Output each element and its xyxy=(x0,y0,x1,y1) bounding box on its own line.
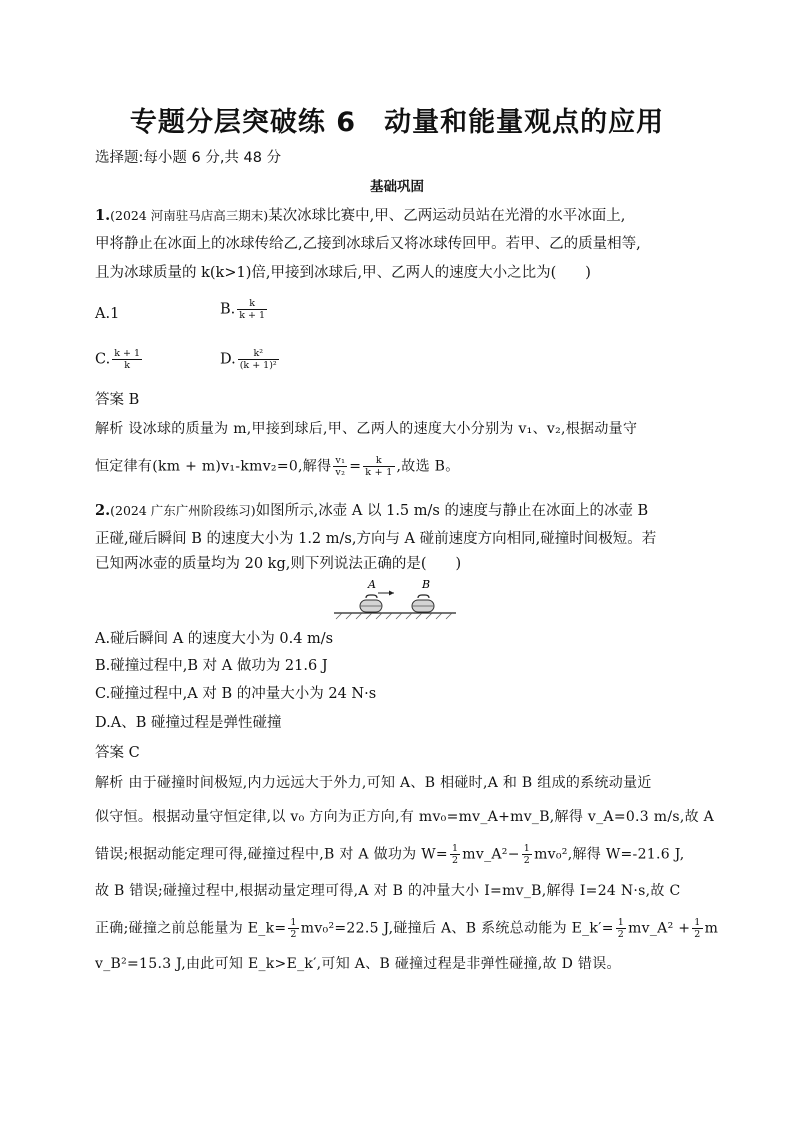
q2-line2: 正碰,碰后瞬间 B 的速度大小为 1.2 m/s,方向与 A 碰前速度方向相同,碰撞时间极短。若 xyxy=(95,531,657,547)
q2-explanation-1 xyxy=(95,772,699,794)
q2-explanation-text-1: 由于碰撞时间极短,内力远远大于外力,可知 A、B 相碰时,A 和 B 组成的系统动量近 xyxy=(128,775,652,791)
q1-option-c-fraction xyxy=(112,348,142,371)
q1-explanation-1 xyxy=(95,418,699,440)
q1-source: (2024 河南驻马店高三期末) xyxy=(110,208,269,223)
q1-option-b-fraction xyxy=(237,298,267,321)
page-title: 专题分层突破练 6 动量和能量观点的应用 xyxy=(129,107,665,138)
q1-explanation-equals: = xyxy=(349,458,362,475)
q2-source: (2024 广东广州阶段练习) xyxy=(110,503,256,518)
q1-text-1: 某次冰球比赛中,甲、乙两运动员站在光滑的水平冰面上, xyxy=(268,208,626,224)
q1-option-d-num: k² xyxy=(238,348,279,360)
q1-exp-frac1-num: v₁ xyxy=(335,455,346,466)
q2-half-3-num: 1 xyxy=(290,917,297,928)
q2-explanation-3 xyxy=(95,843,699,866)
q2-answer-value: C xyxy=(128,745,140,761)
q1-option-b-num: k xyxy=(237,298,267,310)
q1-option-b-den: k + 1 xyxy=(239,310,266,321)
q2-half-2-num: 1 xyxy=(523,843,531,854)
q2-explanation-text-5d: m xyxy=(704,920,719,937)
q2-explanation-text-3b: mv_A²− xyxy=(462,846,520,863)
q1-explanation-text-1: 设冰球的质量为 m,甲接到球后,甲、乙两人的速度大小分别为 v₁、v₂,根据动量守 xyxy=(128,421,638,437)
q1-option-d xyxy=(220,348,281,371)
q2-explanation-text-3c: mv₀²,解得 W=-21.6 J, xyxy=(534,846,685,863)
q1-line2: 甲将静止在冰面上的冰球传给乙,乙接到冰球后又将冰球传回甲。若甲、乙的质量相等, xyxy=(95,236,641,252)
q2-half-3-den: 2 xyxy=(290,929,297,940)
q2-explanation-5 xyxy=(95,917,719,940)
q1-option-c-num: k + 1 xyxy=(114,348,140,359)
q1-explanation-text-2b: ,故选 B。 xyxy=(396,458,460,475)
q2-half-5 xyxy=(692,917,702,940)
q2-half-2 xyxy=(522,843,532,866)
q1-explanation-label: 解析 xyxy=(95,421,124,437)
q2-line3: 已知两冰壶的质量均为 20 kg,则下列说法正确的是( ) xyxy=(95,556,462,572)
q2-half-1-den: 2 xyxy=(451,855,459,866)
q2-explanation-label: 解析 xyxy=(95,775,124,791)
q2-half-4-den: 2 xyxy=(617,929,625,940)
q1-option-b-prefix: B. xyxy=(220,301,236,318)
q2-text-1: 如图所示,冰壶 A 以 1.5 m/s 的速度与静止在冰面上的冰壶 B xyxy=(255,503,649,519)
q1-answer xyxy=(95,389,699,411)
q1-option-c-den: k xyxy=(124,360,130,371)
q2-half-2-den: 2 xyxy=(523,855,531,866)
arrow-head-icon xyxy=(389,591,394,596)
section-heading: 基础巩固 xyxy=(370,179,424,195)
q1-line1 xyxy=(95,205,699,227)
q2-line1 xyxy=(95,500,699,522)
q2-number: 2. xyxy=(95,502,111,519)
q2-answer-label: 答案 xyxy=(95,745,124,761)
q1-explanation-text-2a: 恒定律有(km + m)v₁-kmv₂=0,解得 xyxy=(95,458,332,475)
q1-explanation-fraction-2 xyxy=(363,455,394,478)
q1-explanation-2 xyxy=(95,455,699,478)
q1-option-b xyxy=(220,298,269,321)
q2-half-4 xyxy=(616,917,626,940)
q1-exp-frac2-num: k xyxy=(363,455,394,467)
q2-explanation-6: v_B²=15.3 J,由此可知 E_k>E_k′,可知 A、B 碰撞过程是非弹性碰撞,故 D 错误。 xyxy=(95,956,621,972)
q1-option-d-fraction xyxy=(238,348,279,371)
q2-explanation-text-3a: 错误;根据动能定理可得,碰撞过程中,B 对 A 做功为 W= xyxy=(95,846,448,863)
q1-answer-value: B xyxy=(128,392,140,408)
q1-option-a: A.1 xyxy=(95,306,120,322)
q1-line3: 且为冰球质量的 k(k>1)倍,甲接到冰球后,甲、乙两人的速度大小之比为( ) xyxy=(95,265,591,281)
q1-exp-frac1-den: v₂ xyxy=(335,467,346,478)
curling-stone-a xyxy=(360,595,382,612)
ice-hatching xyxy=(336,613,452,619)
q2-half-5-num: 1 xyxy=(694,917,701,928)
q2-answer xyxy=(95,742,699,764)
subtitle: 选择题:每小题 6 分,共 48 分 xyxy=(95,150,282,166)
q2-explanation-text-5a: 正确;碰撞之前总能量为 E_k= xyxy=(95,920,287,937)
q2-explanation-2: 似守恒。根据动量守恒定律,以 v₀ 方向为正方向,有 mv₀=mv_A+mv_B,解得 v_A=0.3 m/s,故 A xyxy=(95,809,715,825)
curling-stone-b xyxy=(412,595,434,612)
q1-option-d-den: (k + 1)² xyxy=(239,360,277,371)
q2-explanation-text-5c: mv_A² + xyxy=(628,920,691,937)
q2-half-4-num: 1 xyxy=(617,917,625,928)
q2-half-5-den: 2 xyxy=(694,929,701,940)
q1-option-c xyxy=(95,348,144,371)
q1-explanation-fraction-1 xyxy=(333,455,347,478)
figure-label-b: B xyxy=(422,578,431,591)
q2-explanation-text-5b: mv₀²=22.5 J,碰撞后 A、B 系统总动能为 E_k′= xyxy=(300,920,614,937)
q2-option-c: C.碰撞过程中,A 对 B 的冲量大小为 24 N·s xyxy=(95,686,377,702)
q2-option-d: D.A、B 碰撞过程是弹性碰撞 xyxy=(95,715,282,731)
figure-label-a: A xyxy=(368,578,376,591)
q2-half-1-num: 1 xyxy=(451,843,459,854)
q2-option-a: A.碰后瞬间 A 的速度大小为 0.4 m/s xyxy=(95,631,334,647)
q2-half-1 xyxy=(450,843,460,866)
q1-number: 1. xyxy=(95,207,111,224)
q2-half-3 xyxy=(288,917,298,940)
q1-option-c-prefix: C. xyxy=(95,351,111,368)
q1-option-d-prefix: D. xyxy=(220,351,236,368)
q1-exp-frac2-den: k + 1 xyxy=(365,467,393,478)
q2-explanation-4: 故 B 错误;碰撞过程中,根据动量定理可得,A 对 B 的冲量大小 I=mv_B,解得 I=24 N·s,故 C xyxy=(95,883,681,899)
curling-stones-figure xyxy=(330,576,460,622)
q2-option-b: B.碰撞过程中,B 对 A 做功为 21.6 J xyxy=(95,658,328,674)
q1-answer-label: 答案 xyxy=(95,392,124,408)
